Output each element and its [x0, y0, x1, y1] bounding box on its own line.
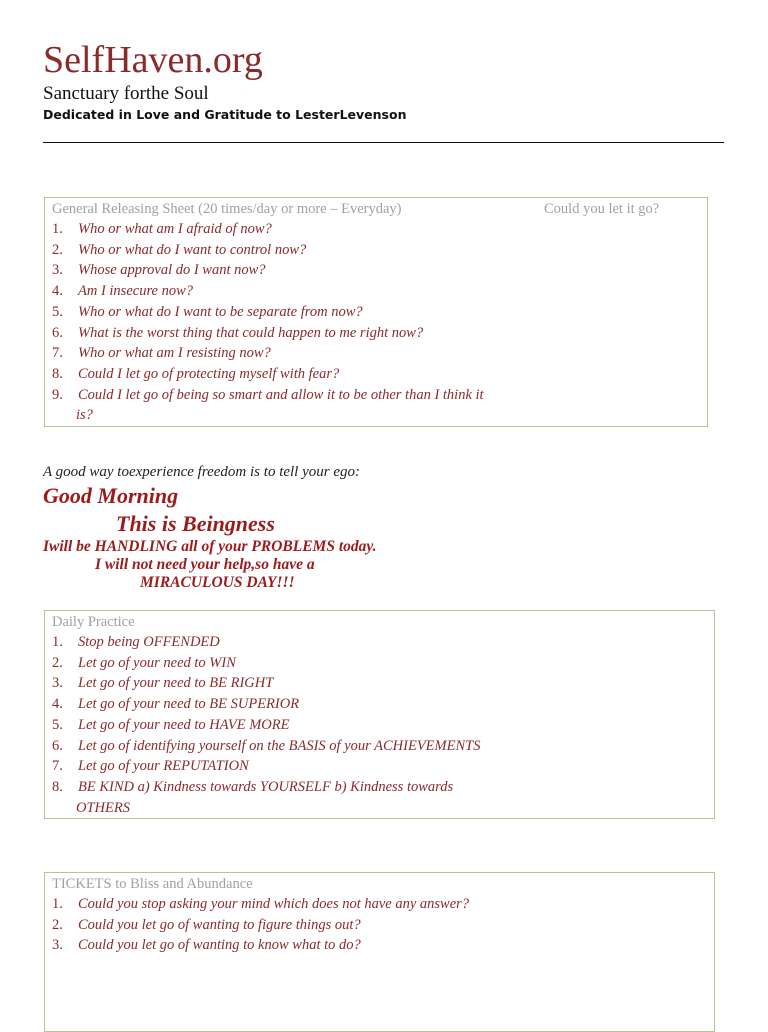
- list-item-number: 2.: [52, 916, 63, 933]
- list-item: [52, 632, 480, 653]
- list-item-text: Who or what do I want to control now?: [78, 241, 307, 258]
- tickets-title: TICKETS to Bliss and Abundance: [52, 876, 253, 892]
- list-item: [52, 343, 484, 364]
- list-item-number: 5.: [52, 303, 63, 320]
- list-item: [52, 240, 484, 261]
- site-title: SelfHaven.org: [43, 39, 263, 81]
- list-item-text: What is the worst thing that could happen to me right now?: [78, 324, 424, 341]
- daily-practice-list: [52, 632, 480, 818]
- list-item-number: 6.: [52, 737, 63, 754]
- daily-practice-box: [44, 610, 715, 819]
- tickets-list: [52, 894, 469, 956]
- daily-practice-title: Daily Practice: [52, 614, 135, 630]
- list-item-number: 6.: [52, 324, 63, 341]
- list-item: [52, 364, 484, 385]
- list-item: [52, 281, 484, 302]
- list-item-number: 5.: [52, 716, 63, 733]
- list-item-text: Whose approval do I want now?: [78, 262, 266, 279]
- list-item-text: Who or what am I afraid of now?: [78, 221, 272, 237]
- list-item-number: 3.: [52, 262, 63, 279]
- list-item-number: 7.: [52, 345, 63, 362]
- list-item-text: Let go of your need to BE RIGHT: [78, 675, 274, 692]
- list-item: [52, 653, 480, 674]
- list-item: [52, 935, 469, 956]
- list-item-text: BE KIND a) Kindness towards YOURSELF b) Kindness towards: [78, 778, 454, 795]
- list-item-number: 4.: [52, 283, 63, 300]
- list-item-number: 2.: [52, 241, 63, 258]
- list-item-text: Who or what do I want to be separate from now?: [78, 303, 363, 320]
- list-item-number: 9.: [52, 386, 63, 403]
- list-item-text: Could you stop asking your mind which does not have any answer?: [78, 896, 470, 912]
- header-divider: [43, 142, 724, 143]
- list-item-number: 8.: [52, 365, 63, 382]
- handling-problems-line: Iwill be HANDLING all of your PROBLEMS today.: [43, 538, 377, 555]
- list-item: [52, 323, 484, 344]
- list-item-continuation: OTHERS: [76, 799, 130, 816]
- list-item-text: Who or what am I resisting now?: [78, 345, 271, 362]
- list-item: [52, 715, 480, 736]
- tickets-box: [44, 872, 715, 1032]
- list-item-number: 2.: [52, 654, 63, 671]
- general-releasing-sheet-title: General Releasing Sheet (20 times/day or more – Everyday): [52, 201, 402, 217]
- list-item-number: 7.: [52, 758, 63, 775]
- list-item-text: Let go of your REPUTATION: [78, 758, 249, 775]
- site-tagline: Sanctuary forthe Soul: [43, 83, 209, 104]
- ego-intro: A good way toexperience freedom is to tell your ego:: [43, 464, 360, 480]
- list-item-text: Stop being OFFENDED: [78, 634, 220, 650]
- list-item: [52, 385, 484, 426]
- no-help-line: I will not need your help,so have a: [95, 556, 315, 573]
- list-item-number: 4.: [52, 696, 63, 713]
- list-item-text: Let go of your need to HAVE MORE: [78, 716, 290, 733]
- list-item-number: 1.: [52, 634, 63, 650]
- list-item-continuation: is?: [76, 407, 93, 424]
- list-item: [52, 777, 480, 818]
- list-item: [52, 260, 484, 281]
- list-item: [52, 915, 469, 936]
- list-item-number: 3.: [52, 937, 63, 954]
- list-item-number: 3.: [52, 675, 63, 692]
- list-item-number: 8.: [52, 778, 63, 795]
- list-item-text: Could I let go of being so smart and allow it to be other than I think it: [78, 386, 484, 403]
- list-item: [52, 302, 484, 323]
- list-item-number: 1.: [52, 221, 63, 237]
- list-item-text: Could I let go of protecting myself with fear?: [78, 365, 340, 382]
- list-item-text: Am I insecure now?: [78, 283, 194, 300]
- beingness-heading: This is Beingness: [116, 511, 275, 536]
- list-item: [52, 673, 480, 694]
- list-item: [52, 894, 469, 915]
- list-item-text: Let go of identifying yourself on the BASIS of your ACHIEVEMENTS: [78, 737, 481, 754]
- list-item-number: 1.: [52, 896, 63, 912]
- list-item-text: Let go of your need to WIN: [78, 654, 236, 671]
- dedication-line: Dedicated in Love and Gratitude to LesterLevenson: [43, 107, 407, 122]
- list-item: [52, 694, 480, 715]
- list-item: [52, 736, 480, 757]
- good-morning-heading: Good Morning: [43, 483, 179, 508]
- miraculous-day-line: MIRACULOUS DAY!!!: [140, 574, 295, 591]
- list-item: [52, 756, 480, 777]
- releasing-questions-list: [52, 219, 484, 426]
- general-releasing-sheet-box: [44, 197, 708, 427]
- list-item-text: Could you let go of wanting to figure things out?: [78, 916, 361, 933]
- list-item-text: Could you let go of wanting to know what to do?: [78, 937, 361, 954]
- list-item-text: Let go of your need to BE SUPERIOR: [78, 696, 300, 713]
- could-you-let-it-go-heading: Could you let it go?: [544, 201, 660, 217]
- list-item: [52, 219, 484, 240]
